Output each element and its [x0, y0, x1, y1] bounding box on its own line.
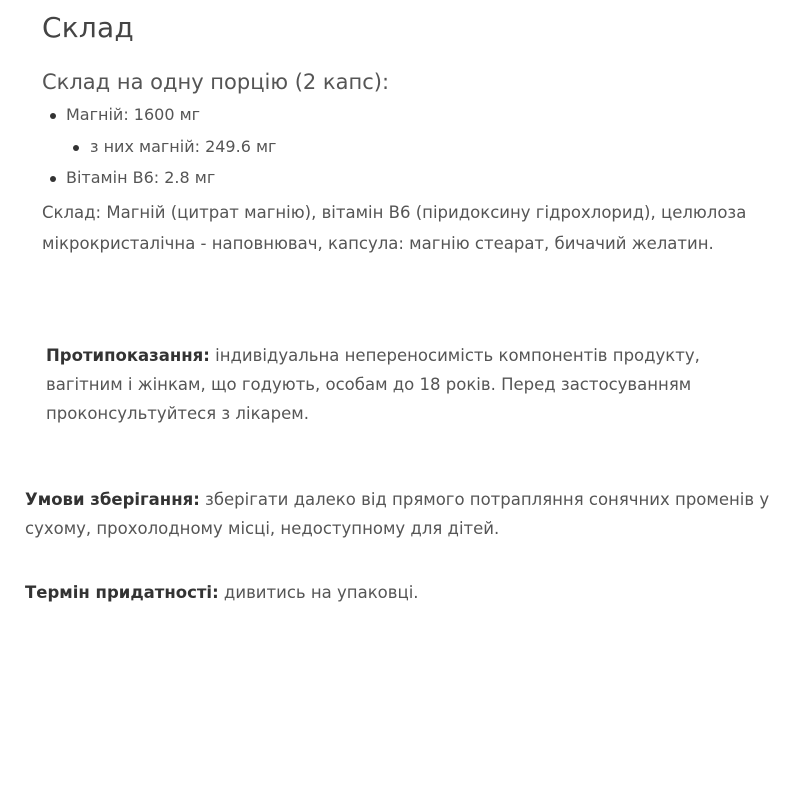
bullet-icon: [73, 145, 79, 151]
composition-text: Склад: Магній (цитрат магнію), вітамін В6 (піридоксину гідрохлорид), целюлоза мікрокристалічна - наповнювач, капсула: магнію стеарат, бичачий желатин.: [42, 203, 747, 253]
list-item: [90, 137, 276, 157]
storage-text: зберігати далеко від прямого потрапляння сонячних променів у сухому, прохолодному місці, недоступному для дітей.: [25, 490, 770, 538]
storage-paragraph: [25, 485, 785, 543]
list-item: [66, 168, 215, 188]
storage-label: Умови зберігання:: [25, 490, 200, 509]
nutrient-label: Магній: 1600 мг: [66, 105, 201, 124]
section-title: Склад: [42, 11, 134, 44]
contraindications-paragraph: [46, 341, 766, 428]
shelf-life-label: Термін придатності:: [25, 583, 219, 602]
contraindications-label: Протипоказання:: [46, 346, 210, 365]
bullet-icon: [50, 176, 56, 182]
nutrient-label: з них магній: 249.6 мг: [90, 137, 277, 156]
serving-heading: Склад на одну порцію (2 капс):: [42, 70, 390, 94]
list-item: [66, 105, 200, 125]
contraindications-text: індивідуальна непереносимість компонентів продукту, вагітним і жінкам, що годують, особам до 18 років. Перед застосуванням проконсультуйтеся з лікарем.: [46, 346, 700, 423]
shelf-life-paragraph: [25, 578, 785, 607]
bullet-icon: [50, 113, 56, 119]
shelf-life-text: дивитись на упаковці.: [218, 583, 419, 602]
nutrient-label: Вітамін В6: 2.8 мг: [66, 168, 216, 187]
